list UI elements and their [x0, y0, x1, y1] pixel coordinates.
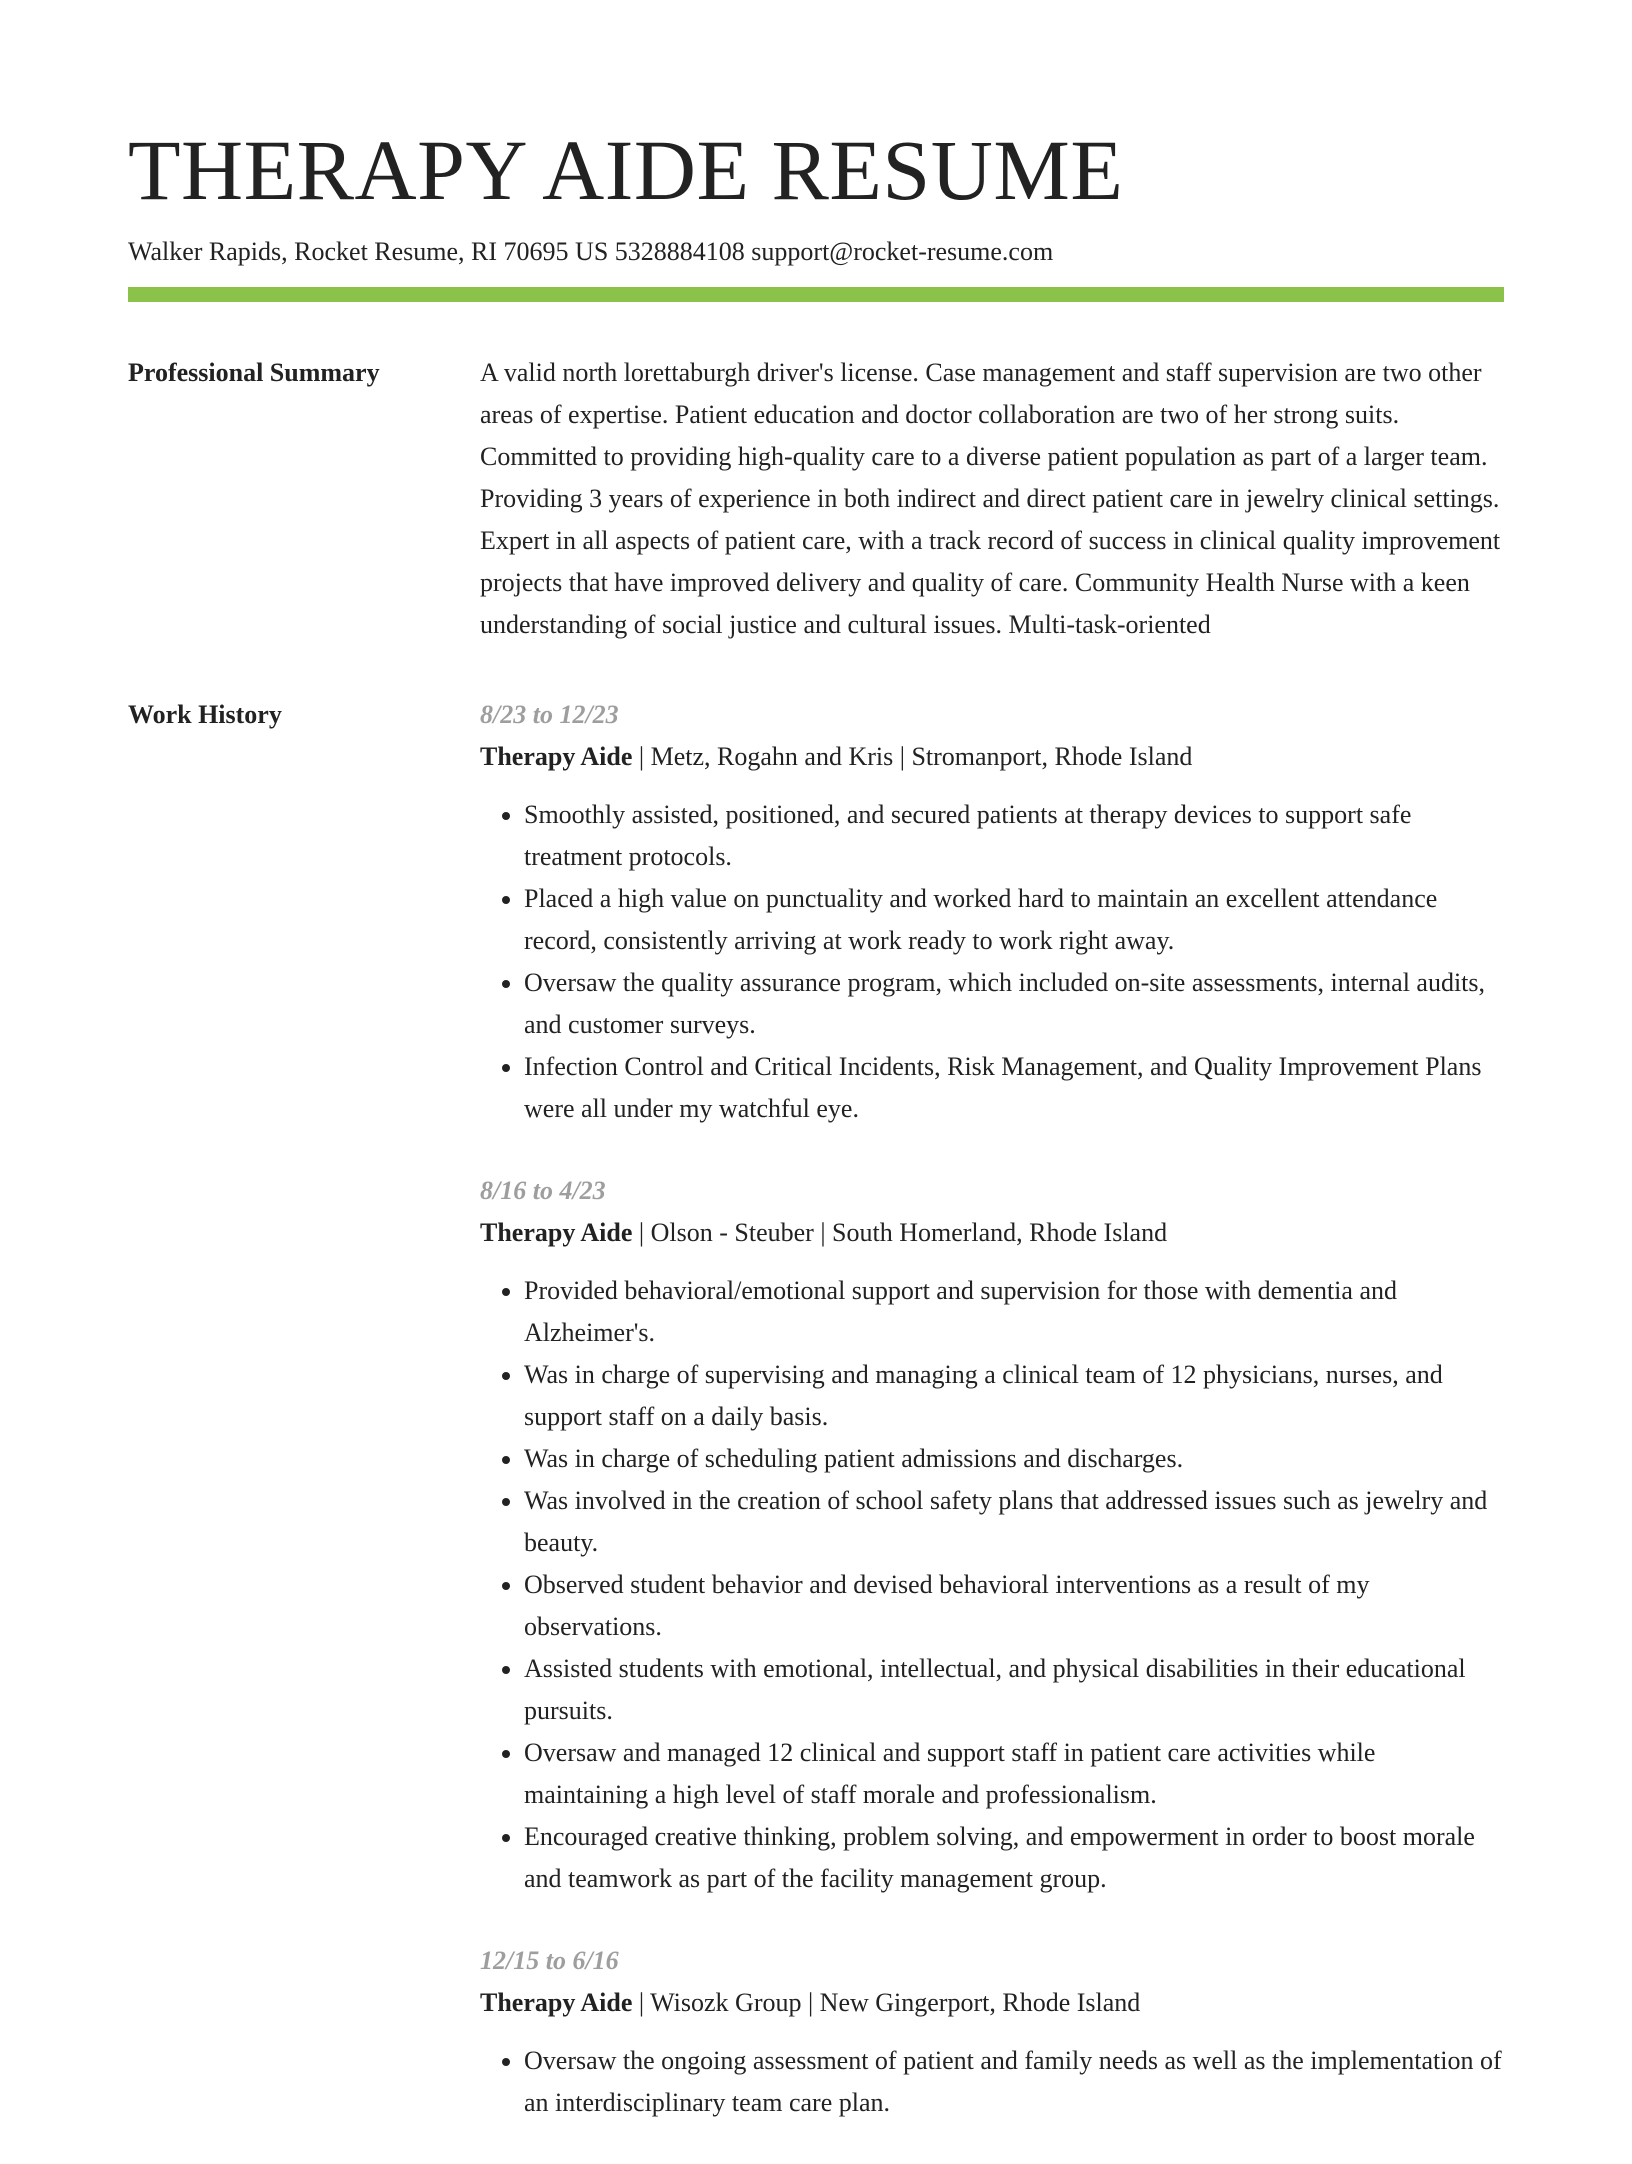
job-employer-location: | Olson - Steuber | South Homerland, Rhode Island: [632, 1218, 1168, 1247]
job-bullet: • Observed student behavior and devised behavioral interventions as a result of my observations.: [524, 1564, 1504, 1648]
job-bullet: • Oversaw the ongoing assessment of patient and family needs as well as the implementation of an interdisciplinary team care plan.: [524, 2040, 1504, 2124]
summary-text: A valid north lorettaburgh driver's license. Case management and staff supervision are two other areas of expertise. Patient education and doctor collaboration are two of her strong suits. Committed to providing high-quality care to a diverse patient population as part of a larger team. Providing 3 years of experience in both indirect and direct patient care in jewelry clinical settings. Expert in all aspects of patient care, with a track record of success in clinical quality improvement projects that have improved delivery and quality of care. Community Health Nurse with a keen understanding of social justice and cultural issues. Multi-task-oriented: [480, 358, 1501, 639]
job-bullet: • Oversaw the quality assurance program, which included on-site assessments, internal audits, and customer surveys.: [524, 962, 1504, 1046]
section-heading: Work History: [128, 700, 282, 729]
work-history-section: [128, 694, 1504, 2164]
job-heading-line: [480, 736, 1504, 778]
job-dates: 8/23 to 12/23: [480, 700, 619, 729]
job-bullet-list: [480, 2040, 1504, 2124]
job-bullet: • Smoothly assisted, positioned, and secured patients at therapy devices to support safe treatment protocols.: [524, 794, 1504, 878]
job-employer-location: | Metz, Rogahn and Kris | Stromanport, Rhode Island: [632, 742, 1193, 771]
job-entry: [480, 694, 1504, 1130]
job-bullet: • Was in charge of scheduling patient admissions and discharges.: [524, 1438, 1504, 1480]
jobs-list: [480, 694, 1504, 2164]
job-bullet: • Encouraged creative thinking, problem solving, and empowerment in order to boost morale and teamwork as part of the facility management group.: [524, 1816, 1504, 1900]
job-bullet-list: [480, 1270, 1504, 1900]
job-bullet: • Assisted students with emotional, intellectual, and physical disabilities in their educational pursuits.: [524, 1648, 1504, 1732]
job-bullet: • Placed a high value on punctuality and worked hard to maintain an excellent attendance record, consistently arriving at work ready to work right away.: [524, 878, 1504, 962]
job-bullet: • Infection Control and Critical Incidents, Risk Management, and Quality Improvement Plans were all under my watchful eye.: [524, 1046, 1504, 1130]
job-heading-line: [480, 1982, 1504, 2024]
job-bullet: • Was in charge of supervising and managing a clinical team of 12 physicians, nurses, and support staff on a daily basis.: [524, 1354, 1504, 1438]
job-employer-location: | Wisozk Group | New Gingerport, Rhode Island: [632, 1988, 1141, 2017]
section-heading: Professional Summary: [128, 358, 380, 387]
job-bullet: • Provided behavioral/emotional support and supervision for those with dementia and Alzheimer's.: [524, 1270, 1504, 1354]
job-title: Therapy Aide: [480, 742, 633, 771]
resume-page: [128, 118, 1504, 2164]
section-body: [480, 352, 1504, 646]
resume-title: THERAPY AIDE RESUME: [128, 122, 1124, 218]
job-dates: 8/16 to 4/23: [480, 1176, 606, 1205]
contact-line: Walker Rapids, Rocket Resume, RI 70695 US 5328884108 support@rocket-resume.com: [128, 237, 1054, 266]
job-bullet-list: [480, 794, 1504, 1130]
job-entry: [480, 1940, 1504, 2124]
job-title: Therapy Aide: [480, 1218, 633, 1247]
job-title: Therapy Aide: [480, 1988, 633, 2017]
job-heading-line: [480, 1212, 1504, 1254]
job-dates: 12/15 to 6/16: [480, 1946, 619, 1975]
professional-summary-section: [128, 352, 1504, 646]
job-entry: [480, 1170, 1504, 1900]
job-bullet: • Was involved in the creation of school safety plans that addressed issues such as jewelry and beauty.: [524, 1480, 1504, 1564]
header-divider: [128, 287, 1504, 302]
job-bullet: • Oversaw and managed 12 clinical and support staff in patient care activities while maintaining a high level of staff morale and professionalism.: [524, 1732, 1504, 1816]
